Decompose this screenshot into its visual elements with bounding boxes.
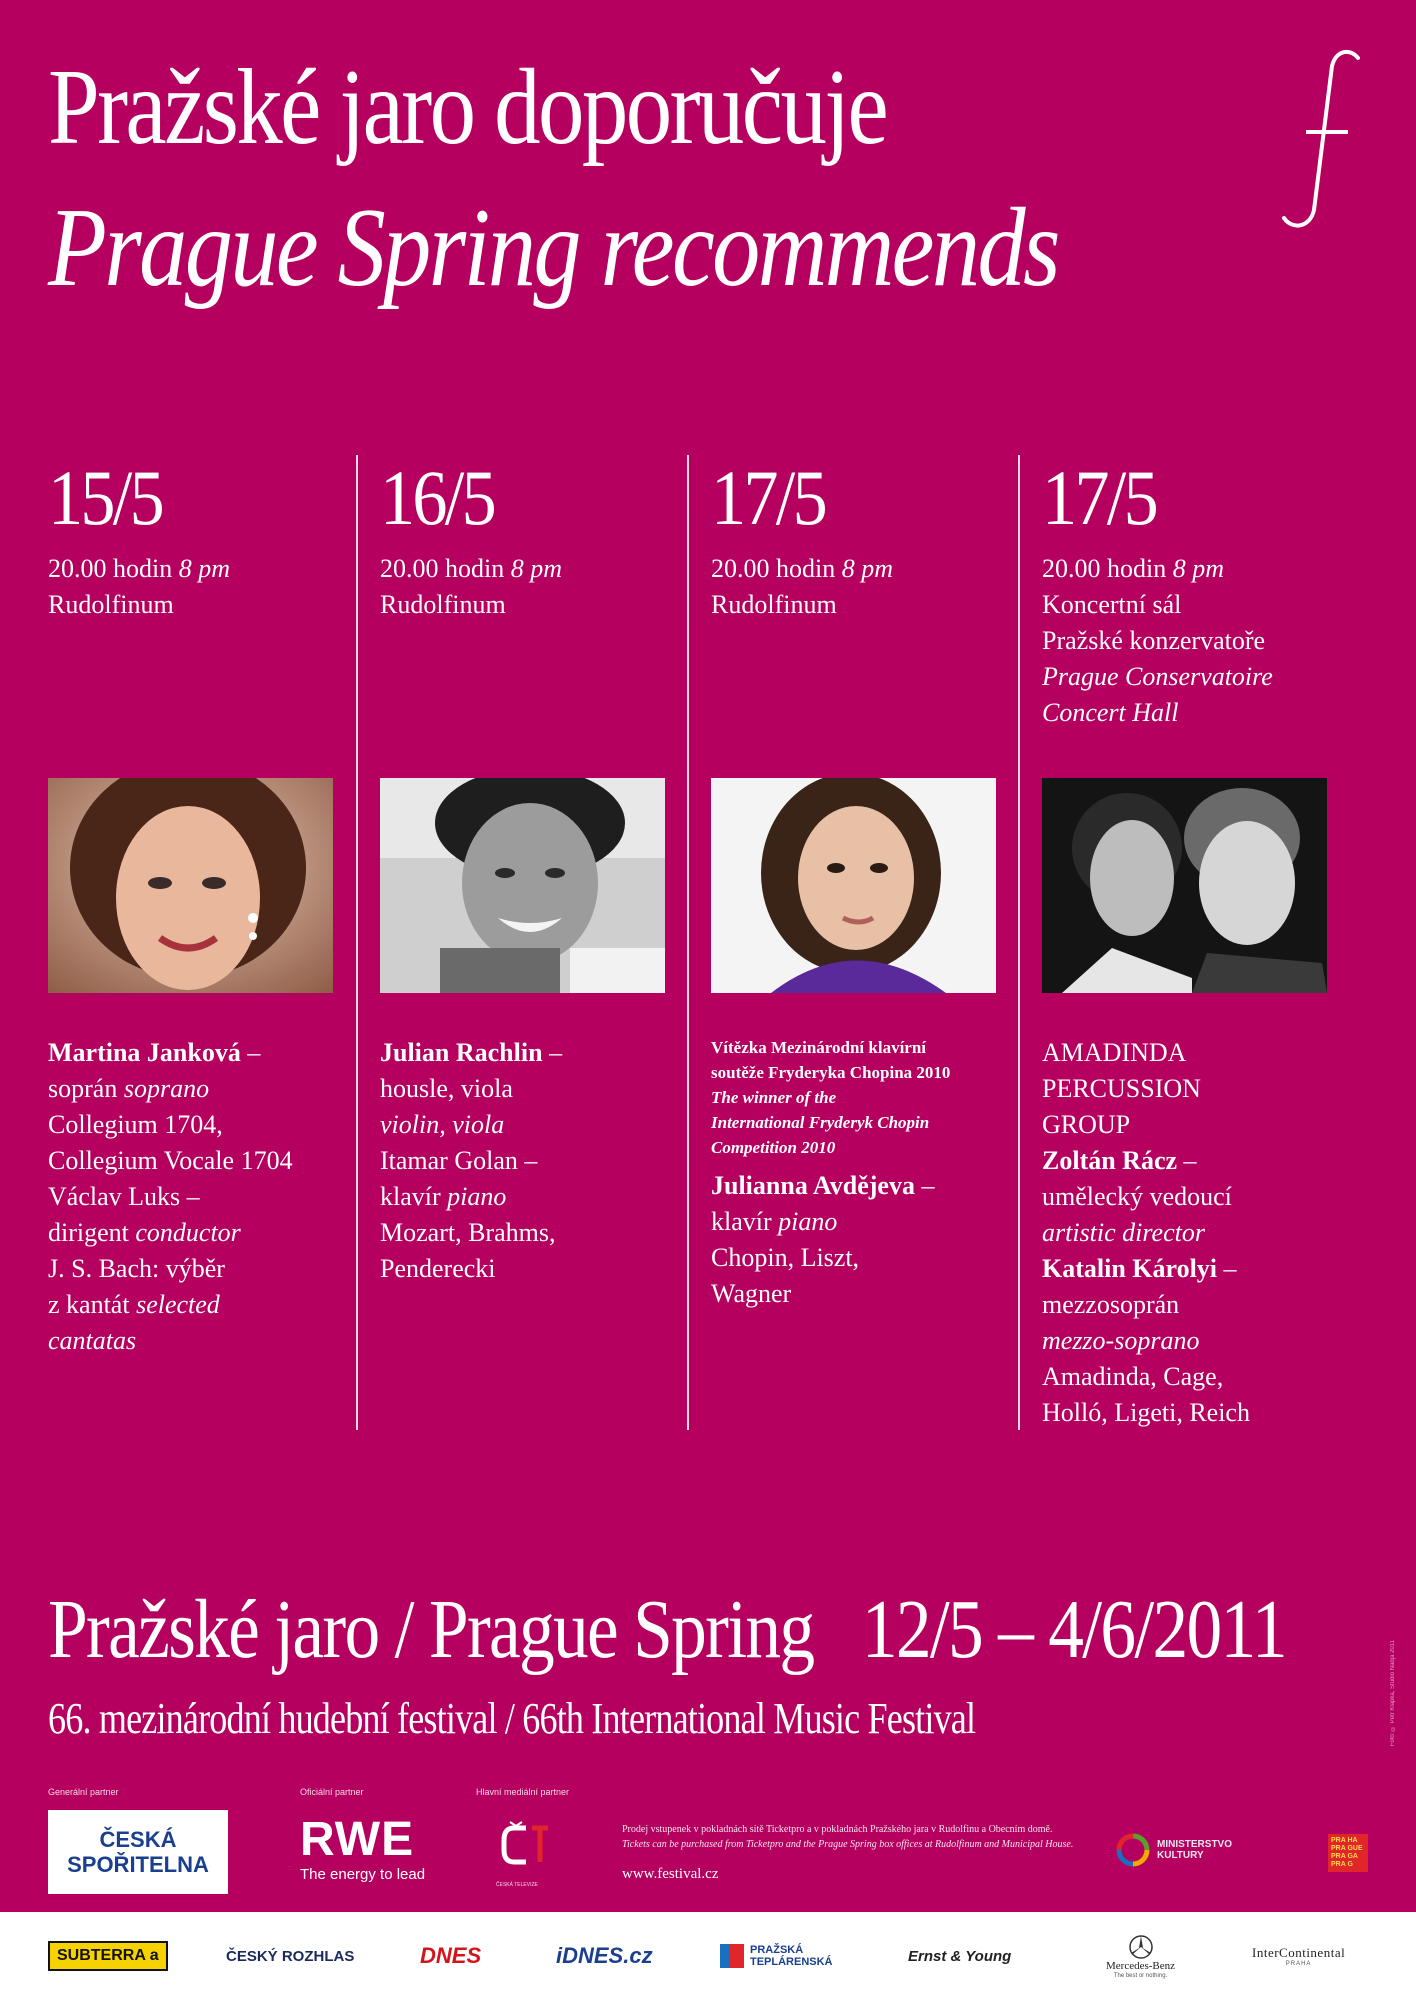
concert-description: Vítězka Mezinárodní klavírní soutěže Fryderyka Chopina 2010 The winner of the International Fryderyk Chopin Competition 2010 Julianna Avdějeva – klavír piano Chopin, Liszt, Wagner <box>711 1035 1011 1312</box>
column-divider <box>687 455 689 1430</box>
concert-date: 15/5 <box>48 454 163 541</box>
concert-description: AMADINDA PERCUSSION GROUP Zoltán Rácz – umělecký vedoucí artistic director Katalin Károlyi – mezzosoprán mezzo-soprano Amadinda, Cage, Holló, Ligeti, Reich <box>1042 1038 1250 1427</box>
column-divider <box>1018 455 1020 1430</box>
concert-time: 20.00 hodin 8 pm <box>711 554 894 583</box>
photo-credit: Foto: © Petr Klapka, Studio Nadja 2011 <box>1390 1640 1396 1747</box>
festival-dates: 12/5 – 4/6/2011 <box>861 1583 1286 1676</box>
concert-venue-english: Concert Hall <box>1042 698 1179 727</box>
ticket-info: Prodej vstupenek v pokladnách sítě Ticketpro a v pokladnách Pražského jara v Rudolfinu a Obecním domě. Tickets can be purchased from Ticketpro and the Prague Spring box offices at Rudolfinum and Municipal House. <box>622 1824 1074 1850</box>
concert-time: 20.00 hodin 8 pm <box>380 554 563 583</box>
concert-column-4 <box>1042 454 1332 1427</box>
performer-name: Julian Rachlin <box>380 1038 543 1067</box>
concert-time: 20.00 hodin 8 pm <box>48 554 231 583</box>
rwe-tagline: The energy to lead <box>300 1866 426 1883</box>
festival-subtitle: 66. mezinárodní hudební festival / 66th International Music Festival <box>48 1694 976 1743</box>
media-partner-label: Hlavní mediální partner <box>476 1787 570 1797</box>
concert-venue: Pražské konzervatoře <box>1042 626 1266 655</box>
concert-date: 17/5 <box>1042 454 1157 541</box>
concert-time: 20.00 hodin 8 pm <box>1042 554 1225 583</box>
concert-venue: Rudolfinum <box>48 590 174 619</box>
portrait-photo-martina-jankova <box>48 778 333 993</box>
concert-venue: Koncertní sál <box>1042 590 1182 619</box>
festival-title: Pražské jaro / Prague Spring 12/5 – 4/6/2011 <box>48 1583 1286 1676</box>
concert-date: 16/5 <box>380 454 495 541</box>
performer-name: Martina Janková <box>48 1038 241 1067</box>
performer-name: Julianna Avdějeva <box>711 1171 915 1200</box>
teplarenska-mark-icon <box>720 1944 744 1968</box>
award-note: Vítězka Mezinárodní klavírní soutěže Fryderyka Chopina 2010 The winner of the International Fryderyk Chopin Competition 2010 <box>711 1038 951 1157</box>
ministerstvo-kultury-logo: MINISTERSTVO KULTURY <box>1115 1832 1232 1868</box>
concert-column-3 <box>711 454 1001 1308</box>
ernst-young-logo: Ernst & Young <box>908 1947 1012 1965</box>
concert-description: Martina Janková – soprán soprano Collegium 1704, Collegium Vocale 1704 Václav Luks – dirigent conductor J. S. Bach: výběr z kantát selected cantatas <box>48 1038 293 1355</box>
concert-date: 17/5 <box>711 454 826 541</box>
concert-description: Julian Rachlin – housle, viola violin, viola Itamar Golan – klavír piano Mozart, Brahms, Penderecki <box>380 1038 563 1283</box>
portrait-photo-julian-rachlin <box>380 778 665 993</box>
official-partner-label: Oficiální partner <box>300 1787 364 1797</box>
mercedes-star-icon <box>1128 1934 1154 1960</box>
sponsor-band <box>0 1912 1416 2000</box>
website-link[interactable]: www.festival.cz <box>622 1866 719 1882</box>
ministry-emblem-icon <box>1115 1832 1151 1868</box>
performer-name: Katalin Károlyi <box>1042 1254 1218 1283</box>
mercedes-benz-logo: Mercedes-Benz The best or nothing. <box>1106 1912 1175 2000</box>
media-partner-name: ČESKÁ TELEVIZE <box>496 1882 538 1888</box>
concert-venue: Rudolfinum <box>380 590 506 619</box>
poster-title-czech: Pražské jaro doporučuje <box>48 48 887 167</box>
portrait-photo-julianna-avdejeva <box>711 778 996 993</box>
idnes-logo: iDNES .cz <box>556 1943 653 1968</box>
rwe-logo: RWE <box>300 1813 415 1866</box>
dnes-logo: DNES <box>420 1943 482 1968</box>
concert-column-2 <box>380 454 670 1283</box>
poster-title-english: Prague Spring recommends <box>48 186 1058 310</box>
concert-venue: Rudolfinum <box>711 590 837 619</box>
performer-name: Zoltán Rácz <box>1042 1146 1178 1175</box>
general-partner-label: Generální partner <box>48 1787 119 1797</box>
intercontinental-logo: InterContinental PRAHA <box>1252 1945 1346 1967</box>
ceska-televize-logo <box>496 1820 556 1880</box>
prague-spring-f-logo <box>1270 40 1380 240</box>
concert-venue-english: Prague Conservatoire <box>1042 662 1273 691</box>
concert-column-1 <box>48 454 338 1355</box>
portrait-photo-amadinda-percussion-group <box>1042 778 1327 993</box>
prazska-teplarenska-logo: PRAŽSKÁ TEPLÁRENSKÁ <box>720 1912 833 2000</box>
ceska-sporitelna-logo: ČESKÁ SPOŘITELNA <box>48 1810 228 1894</box>
column-divider <box>356 455 358 1430</box>
cesky-rozhlas-logo: ČESKÝ ROZHLAS <box>226 1947 355 1965</box>
subterra-logo: SUBTERRA a <box>48 1912 168 2000</box>
praha-city-logo: PRA HA PRA GUE PRA GA PRA G <box>1328 1834 1368 1872</box>
